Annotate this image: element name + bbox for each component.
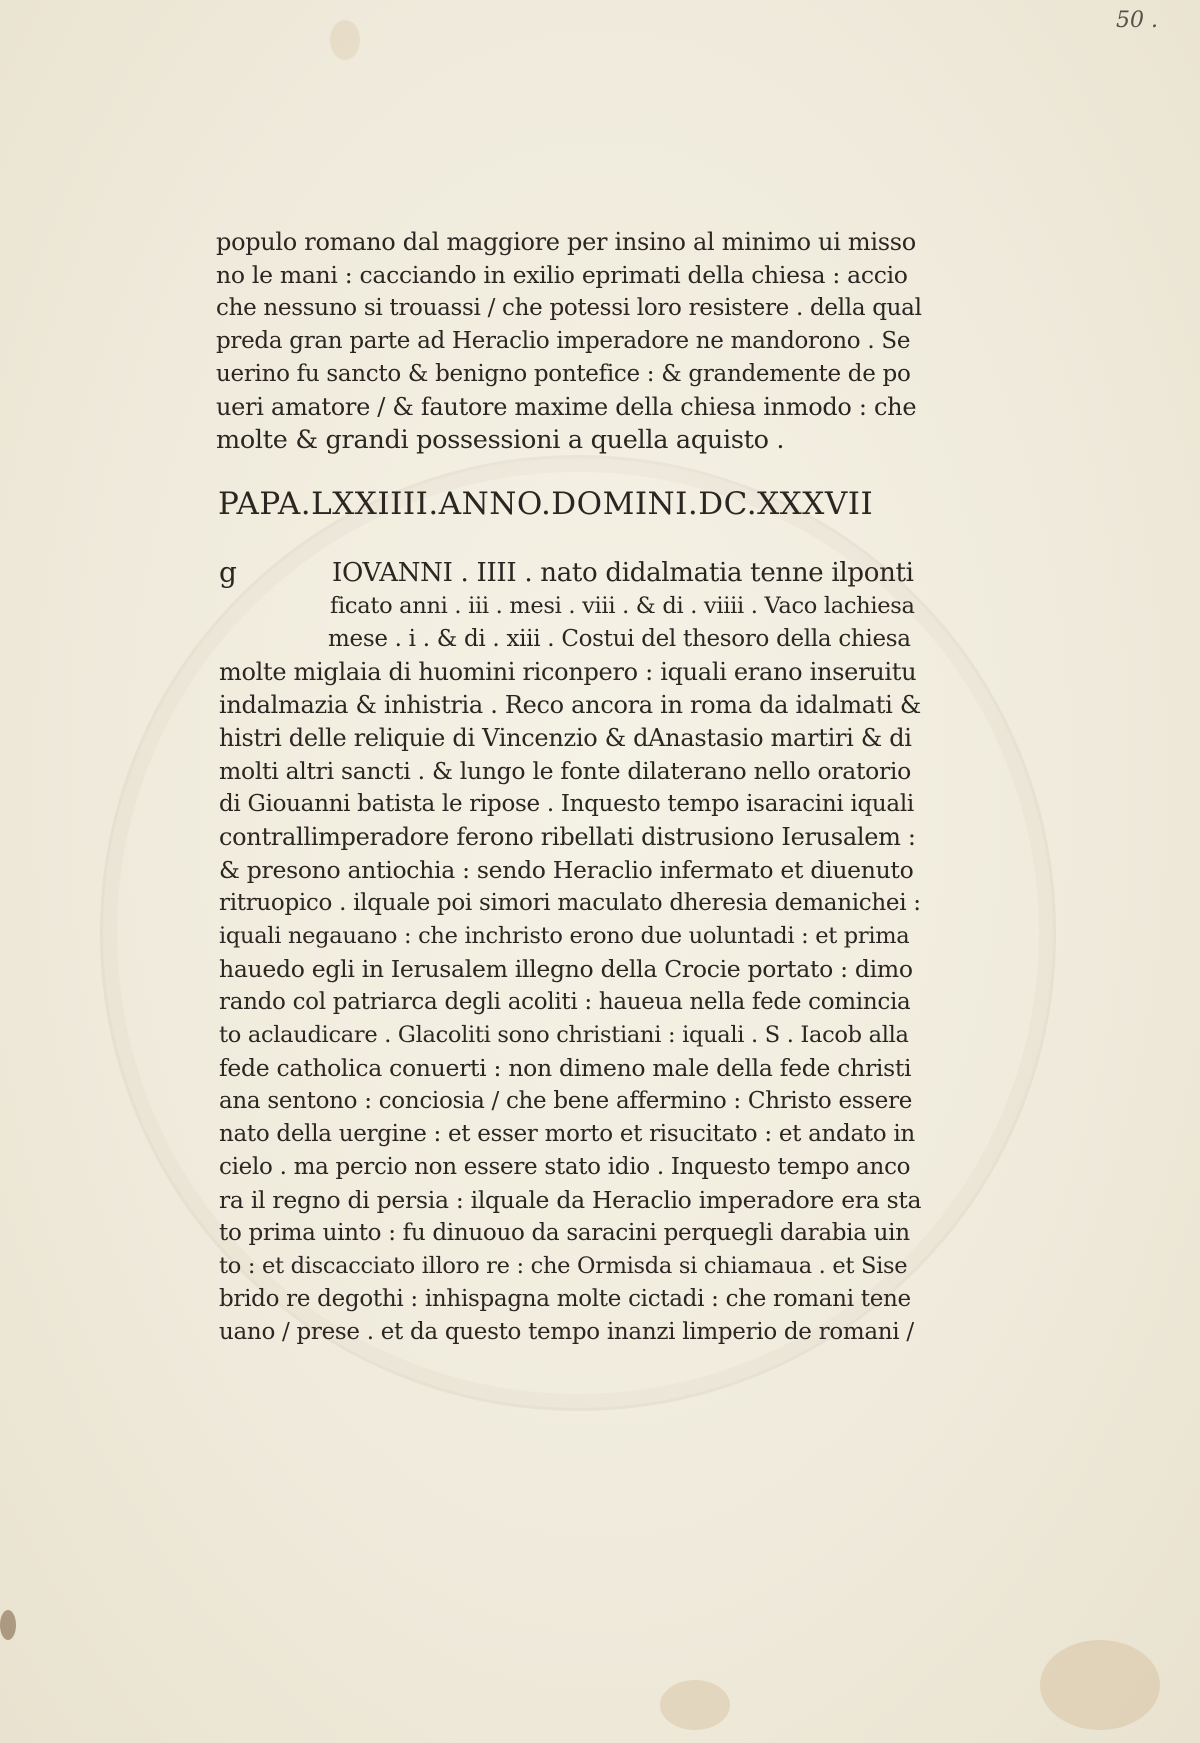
text-line: cielo . ma percio non essere stato idio . Inquesto tempo anco bbox=[219, 1154, 911, 1180]
text-line: di Giouanni batista le ripose . Inquesto tempo isaracini iquali bbox=[219, 791, 914, 817]
text-line: histri delle reliquie di Vincenzio & dAnastasio martiri & di bbox=[219, 724, 912, 752]
text-line: hauedo egli in Ierusalem illegno della Crocie portato : dimo bbox=[219, 955, 913, 983]
text-line: molte & grandi possessioni a quella aquisto . bbox=[216, 425, 785, 455]
text-line: to : et discacciato illoro re : che Ormisda si chiamaua . et Sise bbox=[219, 1253, 908, 1279]
text-line: uano / prese . et da questo tempo inanzi limperio de romani / bbox=[219, 1319, 914, 1345]
text-line: to prima uinto : fu dinuouo da saracini perquegli darabia uin bbox=[219, 1220, 910, 1246]
text-line: IOVANNI . IIII . nato didalmatia tenne ilponti bbox=[332, 558, 914, 588]
folio-number: 50 . bbox=[1116, 8, 1158, 33]
text-line: ficato anni . iii . mesi . viii . & di . viiii . Vaco lachiesa bbox=[330, 593, 915, 619]
text-line: molte miglaia di huomini riconpero : iquali erano inseruitu bbox=[219, 658, 917, 686]
text-line: indalmazia & inhistria . Reco ancora in roma da idalmati & bbox=[219, 691, 921, 719]
text-line: uerino fu sancto & benigno pontefice : & grandemente de po bbox=[216, 361, 911, 387]
text-line: ueri amatore / & fautore maxime della chiesa inmodo : che bbox=[216, 393, 917, 421]
text-line: no le mani : cacciando in exilio eprimati della chiesa : accio bbox=[216, 261, 908, 289]
text-line: to aclaudicare . Glacoliti sono christiani : iquali . S . Iacob alla bbox=[219, 1022, 909, 1048]
section-heading: PAPA.LXXIIII.ANNO.DOMINI.DC.XXXVII bbox=[218, 486, 874, 522]
paper-stain bbox=[660, 1680, 730, 1730]
text-line: & presono antiochia : sendo Heraclio infermato et diuenuto bbox=[219, 856, 914, 884]
text-line: ritruopico . ilquale poi simori maculato dheresia demanichei : bbox=[219, 890, 921, 916]
text-line: ana sentono : conciosia / che bene affermino : Christo essere bbox=[219, 1088, 913, 1114]
text-line: populo romano dal maggiore per insino al minimo ui misso bbox=[216, 228, 916, 256]
paper-stain bbox=[330, 20, 360, 60]
text-line: preda gran parte ad Heraclio imperadore ne mandorono . Se bbox=[216, 328, 911, 354]
text-line: che nessuno si trouassi / che potessi loro resistere . della qual bbox=[216, 295, 922, 321]
text-line: rando col patriarca degli acoliti : haueua nella fede comincia bbox=[219, 989, 911, 1015]
signature-mark: g bbox=[219, 556, 237, 589]
text-line: ra il regno di persia : ilquale da Heraclio imperadore era sta bbox=[219, 1186, 922, 1214]
text-line: molti altri sancti . & lungo le fonte dilaterano nello oratorio bbox=[219, 757, 911, 785]
text-line: iquali negauano : che inchristo erono due uoluntadi : et prima bbox=[219, 923, 910, 949]
text-line: brido re degothi : inhispagna molte cictadi : che romani tene bbox=[219, 1286, 911, 1312]
text-line: nato della uergine : et esser morto et risucitato : et andato in bbox=[219, 1121, 915, 1147]
paper-stain bbox=[1040, 1640, 1160, 1730]
paper-stain bbox=[0, 1610, 16, 1640]
text-line: contrallimperadore ferono ribellati distrusiono Ierusalem : bbox=[219, 823, 916, 851]
text-line: mese . i . & di . xiii . Costui del thesoro della chiesa bbox=[328, 626, 911, 652]
text-line: fede catholica conuerti : non dimeno male della fede christi bbox=[219, 1054, 912, 1082]
